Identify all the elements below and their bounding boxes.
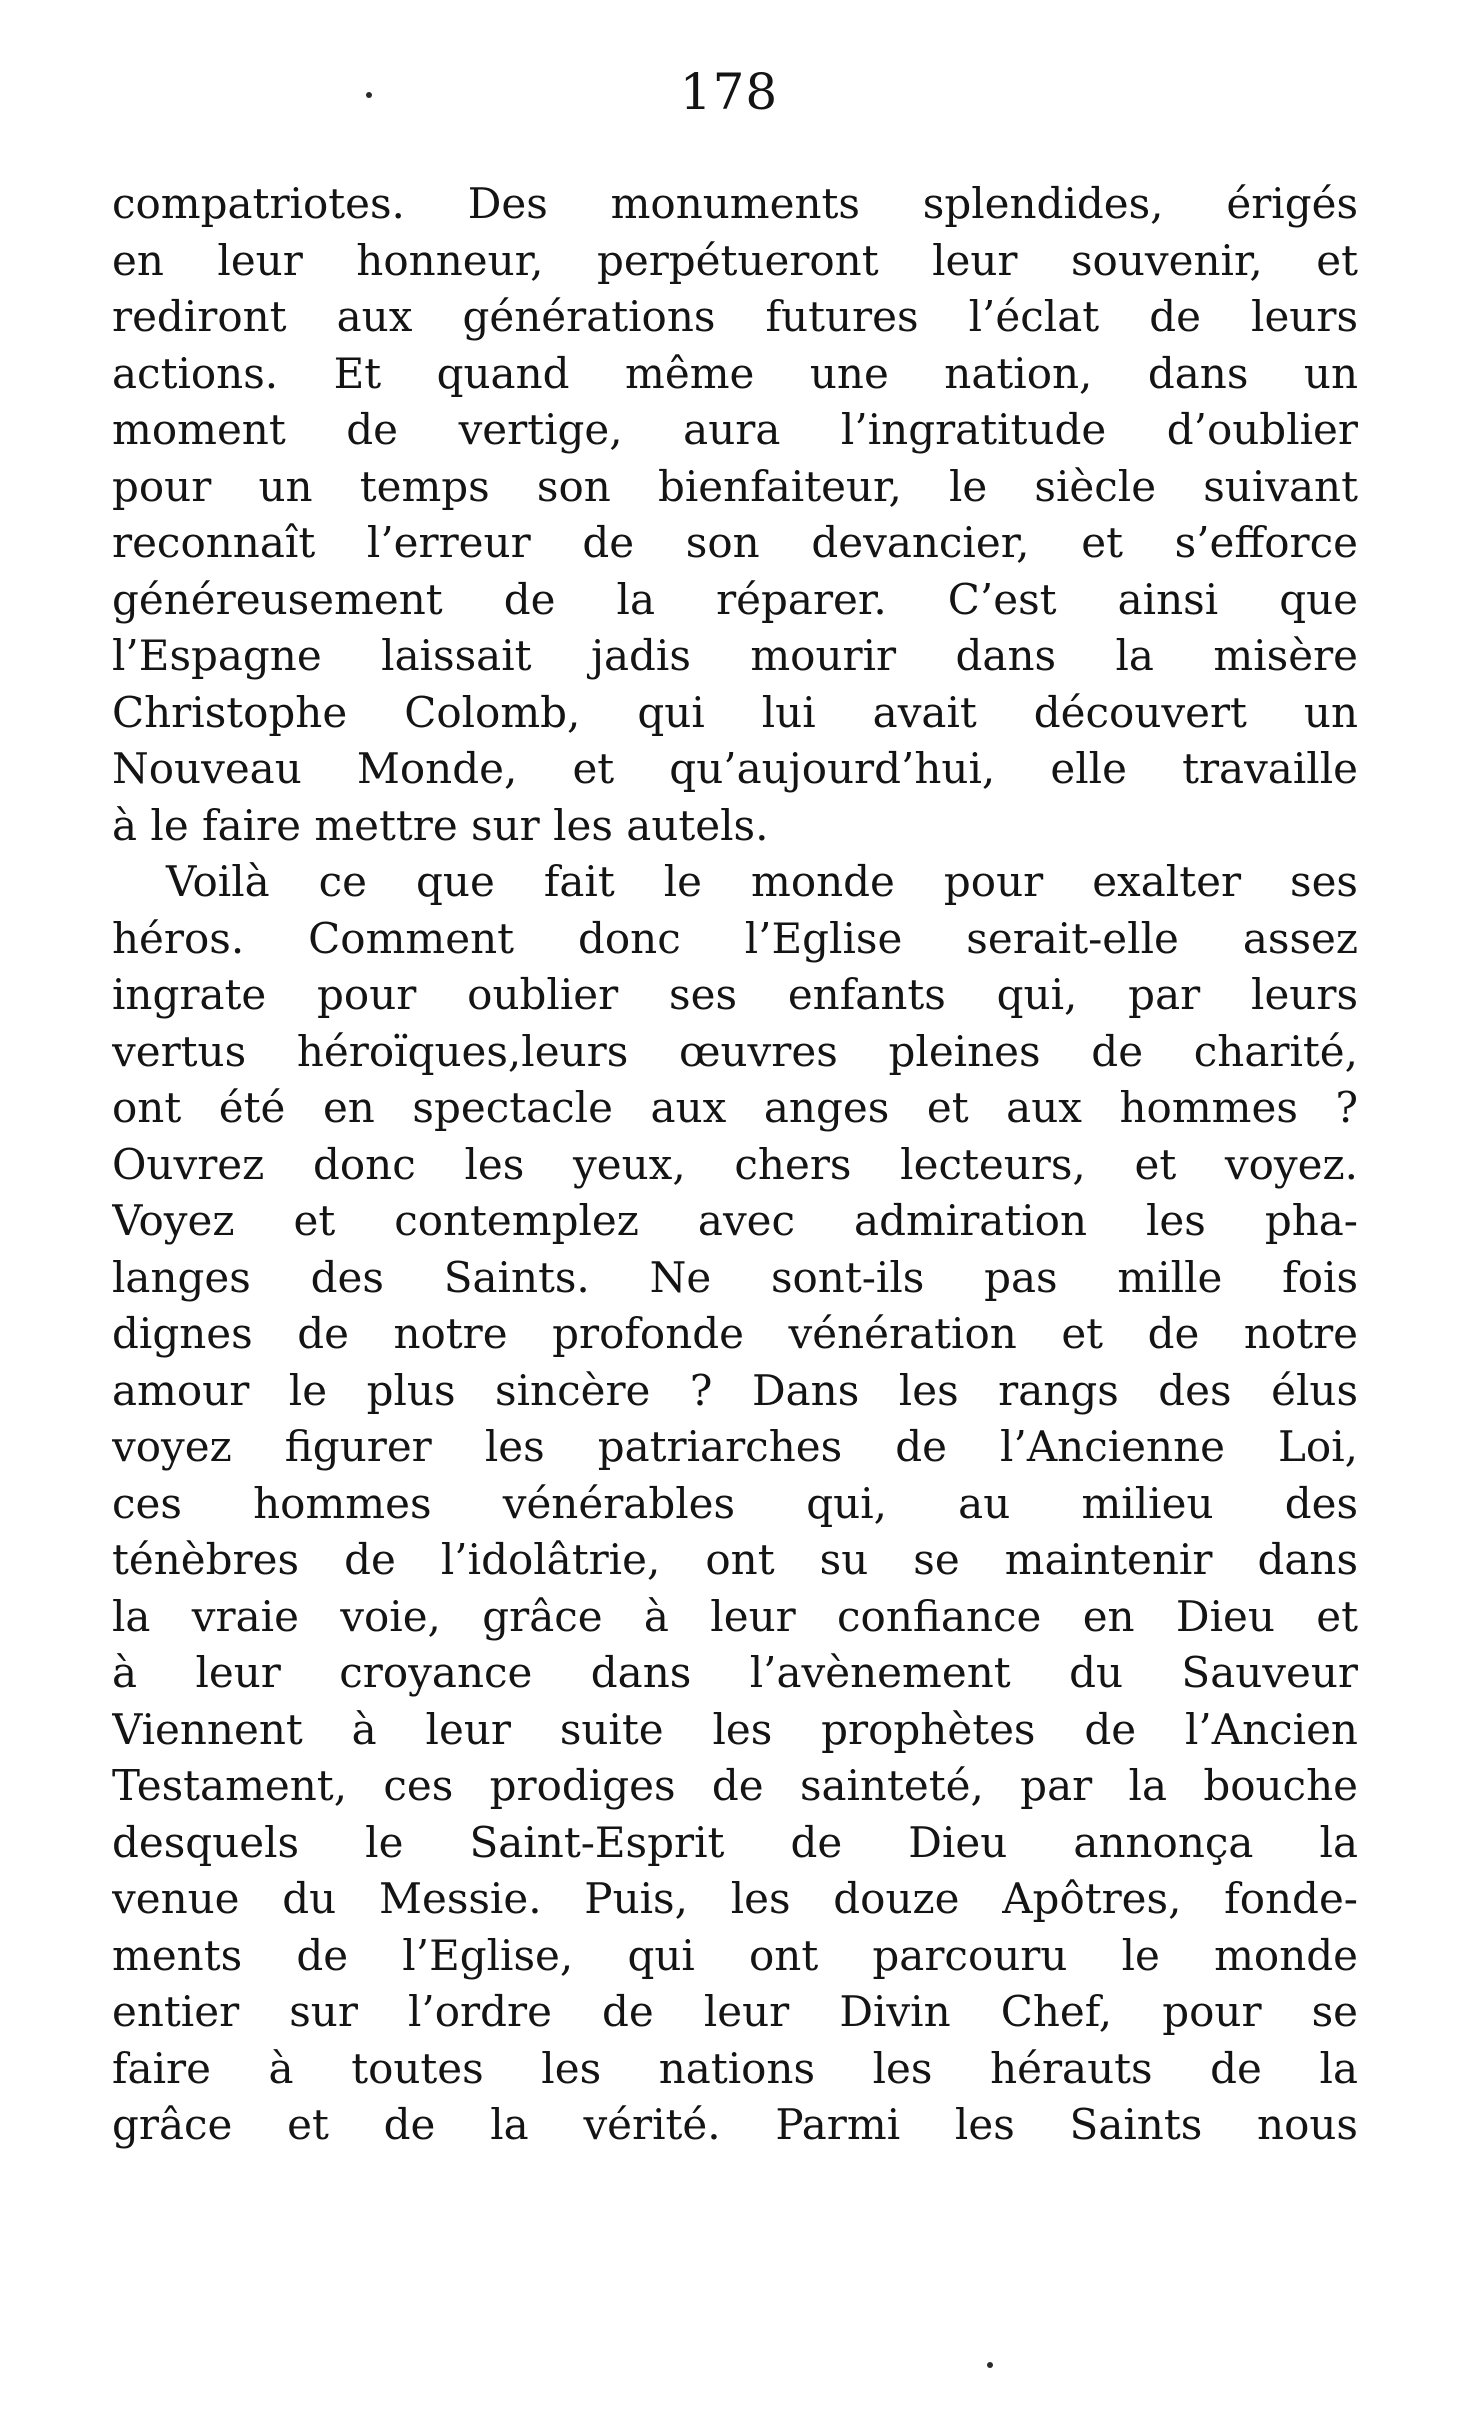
text-line: faire à toutes les nations les hérauts de la bbox=[112, 2043, 1358, 2093]
page-number: 178 bbox=[679, 63, 779, 121]
text-line: la vraie voie, grâce à leur confiance en Dieu et bbox=[112, 1591, 1358, 1641]
text-line: héros. Comment donc l’Eglise serait-elle assez bbox=[112, 913, 1358, 963]
text-line: Ouvrez donc les yeux, chers lecteurs, et voyez. bbox=[112, 1139, 1358, 1189]
text-line: actions. Et quand même une nation, dans un bbox=[112, 348, 1358, 398]
text-line: l’Espagne laissait jadis mourir dans la misère bbox=[112, 631, 1358, 680]
text-line: voyez figurer les patriarches de l’Ancienne Loi, bbox=[112, 1422, 1358, 1471]
text-line: Christophe Colomb, qui lui avait découvert un bbox=[112, 687, 1358, 737]
text-line: grâce et de la vérité. Parmi les Saints nous bbox=[112, 2100, 1358, 2149]
text-line: à leur croyance dans l’avènement du Sauveur bbox=[112, 1648, 1358, 1697]
text-line: ont été en spectacle aux anges et aux hommes ? bbox=[112, 1083, 1358, 1132]
text-line: Voilà ce que fait le monde pour exalter ses bbox=[166, 857, 1358, 906]
text-line: à le faire mettre sur les autels. bbox=[112, 800, 769, 850]
text-line: Voyez et contemplez avec admiration les pha- bbox=[112, 1196, 1358, 1245]
text-line: ces hommes vénérables qui, au milieu des bbox=[112, 1478, 1358, 1528]
text-line: dignes de notre profonde vénération et de notre bbox=[112, 1309, 1358, 1358]
text-line: Nouveau Monde, et qu’aujourd’hui, elle travaille bbox=[112, 744, 1358, 793]
text-line: langes des Saints. Ne sont-ils pas mille fois bbox=[112, 1252, 1358, 1302]
text-line: compatriotes. Des monuments splendides, érigés bbox=[112, 179, 1358, 228]
text-line: amour le plus sincère ? Dans les rangs des élus bbox=[112, 1365, 1358, 1415]
text-line: vertus héroïques,leurs œuvres pleines de charité, bbox=[112, 1026, 1358, 1076]
text-line: moment de vertige, aura l’ingratitude d’oublier bbox=[112, 405, 1358, 454]
text-line: ingrate pour oublier ses enfants qui, par leurs bbox=[112, 970, 1358, 1019]
text-line: ments de l’Eglise, qui ont parcouru le monde bbox=[112, 1930, 1358, 1980]
text-line: venue du Messie. Puis, les douze Apôtres, fonde- bbox=[112, 1874, 1358, 1923]
print-speck bbox=[987, 2362, 993, 2368]
text-line: ténèbres de l’idolâtrie, ont su se maintenir dans bbox=[112, 1535, 1358, 1584]
text-line: généreusement de la réparer. C’est ainsi que bbox=[112, 574, 1358, 624]
text-line: Viennent à leur suite les prophètes de l’Ancien bbox=[112, 1704, 1358, 1754]
text-line: reconnaît l’erreur de son devancier, et s’efforce bbox=[112, 518, 1358, 567]
text-line: Testament, ces prodiges de sainteté, par la bouche bbox=[112, 1761, 1358, 1810]
text-line: en leur honneur, perpétueront leur souvenir, et bbox=[112, 235, 1358, 285]
text-line: rediront aux générations futures l’éclat de leurs bbox=[112, 292, 1358, 341]
text-line: pour un temps son bienfaiteur, le siècle suivant bbox=[112, 461, 1358, 511]
text-line: desquels le Saint-Esprit de Dieu annonça la bbox=[112, 1817, 1358, 1867]
text-line: entier sur l’ordre de leur Divin Chef, pour se bbox=[112, 1987, 1358, 2036]
body-text bbox=[112, 176, 1358, 2154]
